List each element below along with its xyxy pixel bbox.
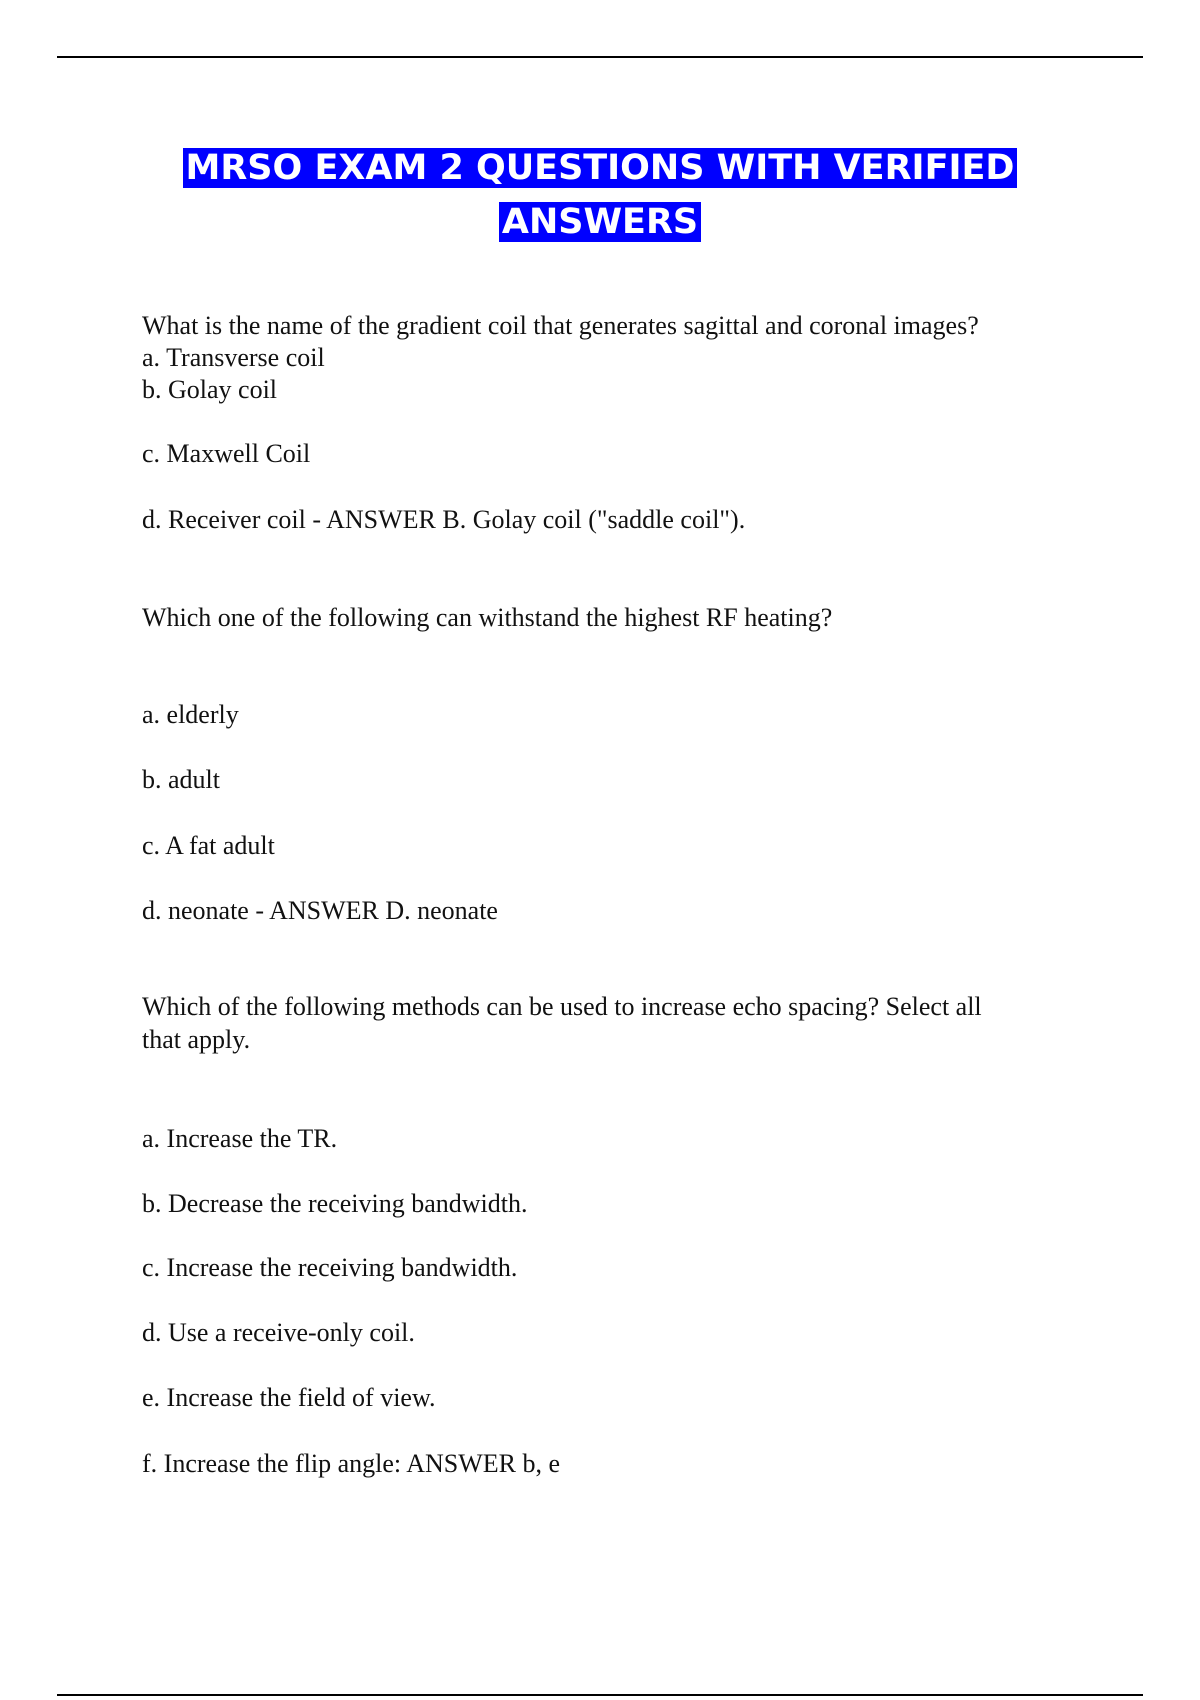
question-3-option-e: e. Increase the field of view.	[142, 1383, 436, 1412]
question-1-option-d-answer: d. Receiver coil - ANSWER B. Golay coil ("saddle coil").	[142, 505, 746, 534]
question-2-option-b: b. adult	[142, 765, 220, 794]
question-2-option-c: c. A fat adult	[142, 831, 275, 860]
question-2-prompt: Which one of the following can withstand the highest RF heating?	[142, 603, 833, 632]
question-3-option-b: b. Decrease the receiving bandwidth.	[142, 1189, 528, 1218]
header-rule	[57, 56, 1143, 58]
question-3-option-c: c. Increase the receiving bandwidth.	[142, 1253, 518, 1282]
question-3-option-a: a. Increase the TR.	[142, 1124, 338, 1153]
question-3-option-d: d. Use a receive-only coil.	[142, 1318, 415, 1347]
question-1-option-a: a. Transverse coil	[142, 343, 325, 372]
question-1-prompt: What is the name of the gradient coil that generates sagittal and coronal images?	[142, 311, 979, 340]
question-1-option-c: c. Maxwell Coil	[142, 439, 311, 468]
question-1-option-b: b. Golay coil	[142, 375, 278, 404]
question-3-prompt-line-1: Which of the following methods can be used to increase echo spacing? Select all	[142, 992, 982, 1021]
document-title-line-1: MRSO EXAM 2 QUESTIONS WITH VERIFIED	[0, 142, 1200, 194]
question-2-option-d-answer: d. neonate - ANSWER D. neonate	[142, 896, 498, 925]
question-3-option-f-answer: f. Increase the flip angle: ANSWER b, e	[142, 1449, 561, 1478]
footer-rule	[57, 1694, 1143, 1696]
document-title-line-2: ANSWERS	[0, 196, 1200, 248]
question-3-prompt-line-2: that apply.	[142, 1025, 251, 1054]
question-2-option-a: a. elderly	[142, 700, 239, 729]
